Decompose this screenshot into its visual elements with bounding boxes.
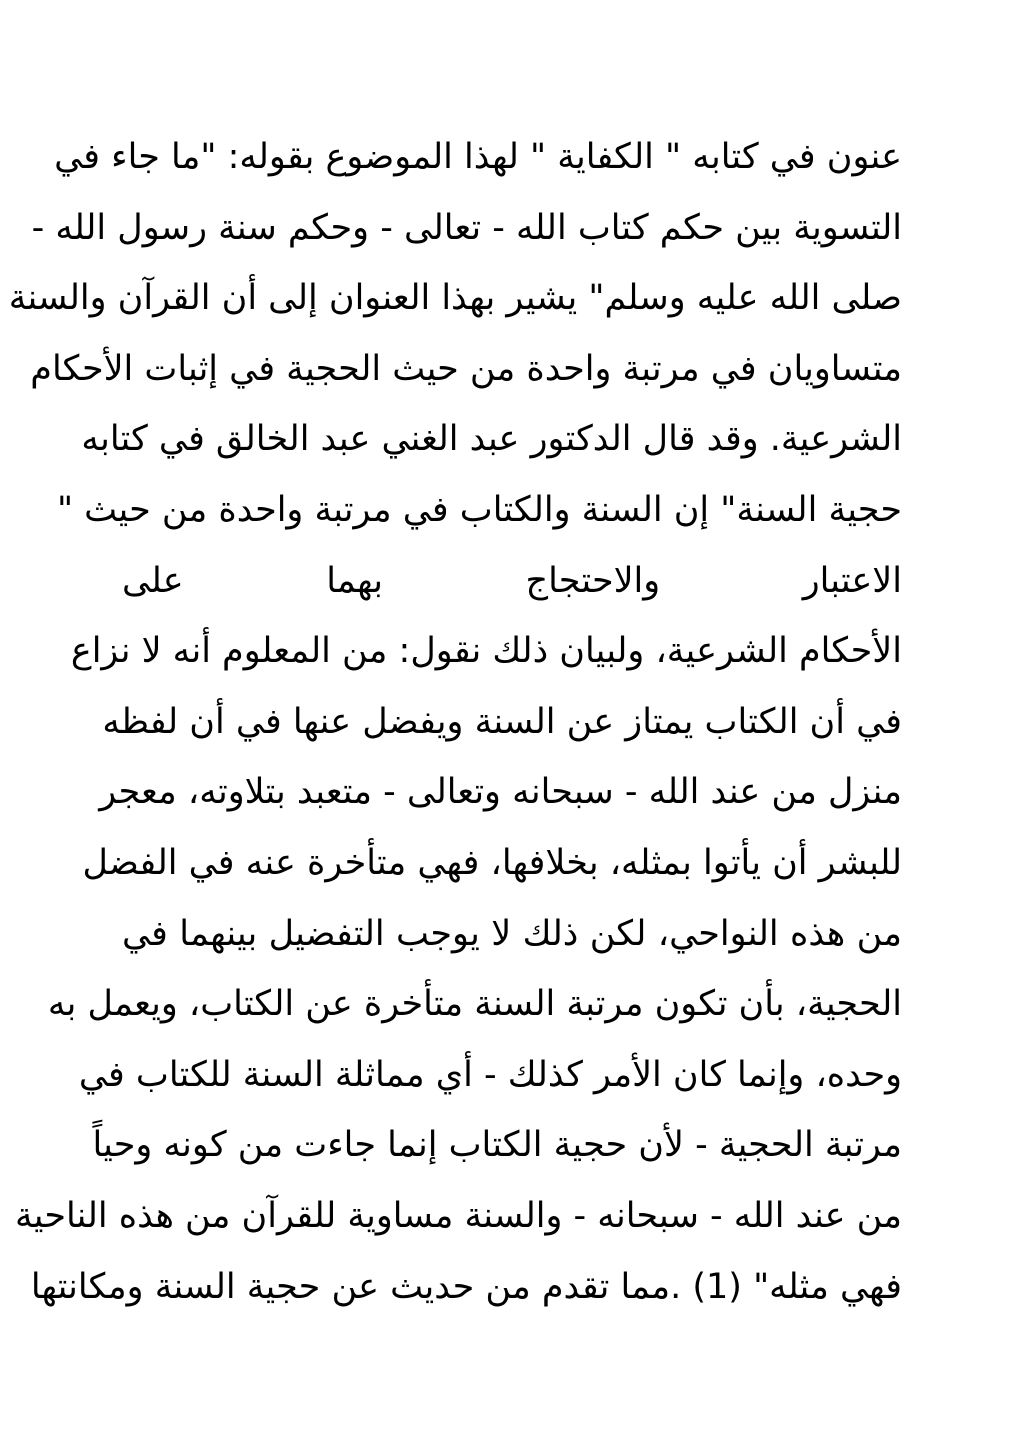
text-line: منزل من عند الله - سبحانه وتعالى - متعبد بتلاوته، معجر bbox=[99, 772, 902, 813]
text-line: عنون في كتابه " الكفاية " لهذا الموضوع بقوله: "ما جاء في bbox=[54, 137, 902, 177]
text-line: الاعتبار والاحتجاج بهما على bbox=[122, 560, 902, 601]
text-line: فهي مثله" (1) .مما تقدم من حديث عن حجية السنة ومكانتها bbox=[30, 1266, 902, 1307]
text-line: للبشر أن يأتوا بمثله، بخلافها، فهي متأخرة عنه في الفضل bbox=[82, 842, 902, 883]
body-text bbox=[8, 122, 902, 1322]
text-line: من عند الله - سبحانه - والسنة مساوية للقرآن من هذه الناحية bbox=[15, 1195, 902, 1236]
text-line: متساويان في مرتبة واحدة من حيث الحجية في إثبات الأحكام bbox=[30, 348, 902, 389]
text-line: الأحكام الشرعية، ولبيان ذلك نقول: من المعلوم أنه لا نزاع bbox=[70, 631, 902, 672]
text-line: من هذه النواحي، لكن ذلك لا يوجب التفضيل بينهما في bbox=[122, 913, 902, 954]
text-line: صلى الله عليه وسلم" يشير بهذا العنوان إلى أن القرآن والسنة bbox=[8, 278, 902, 319]
text-line: مرتبة الحجية - لأن حجية الكتاب إنما جاءت من كونه وحياً bbox=[92, 1125, 902, 1166]
text-line: وحده، وإنما كان الأمر كذلك - أي مماثلة السنة للكتاب في bbox=[78, 1054, 902, 1095]
text-line: الشرعية. وقد قال الدكتور عبد الغني عبد الخالق في كتابه bbox=[81, 419, 902, 460]
text-line: التسوية بين حكم كتاب الله - تعالى - وحكم سنة رسول الله - bbox=[31, 207, 902, 248]
text-line: في أن الكتاب يمتاز عن السنة ويفضل عنها في أن لفظه bbox=[102, 701, 902, 742]
text-line: الحجية، بأن تكون مرتبة السنة متأخرة عن الكتاب، ويعمل به bbox=[47, 984, 902, 1025]
text-line: حجية السنة" إن السنة والكتاب في مرتبة واحدة من حيث " bbox=[56, 489, 902, 530]
